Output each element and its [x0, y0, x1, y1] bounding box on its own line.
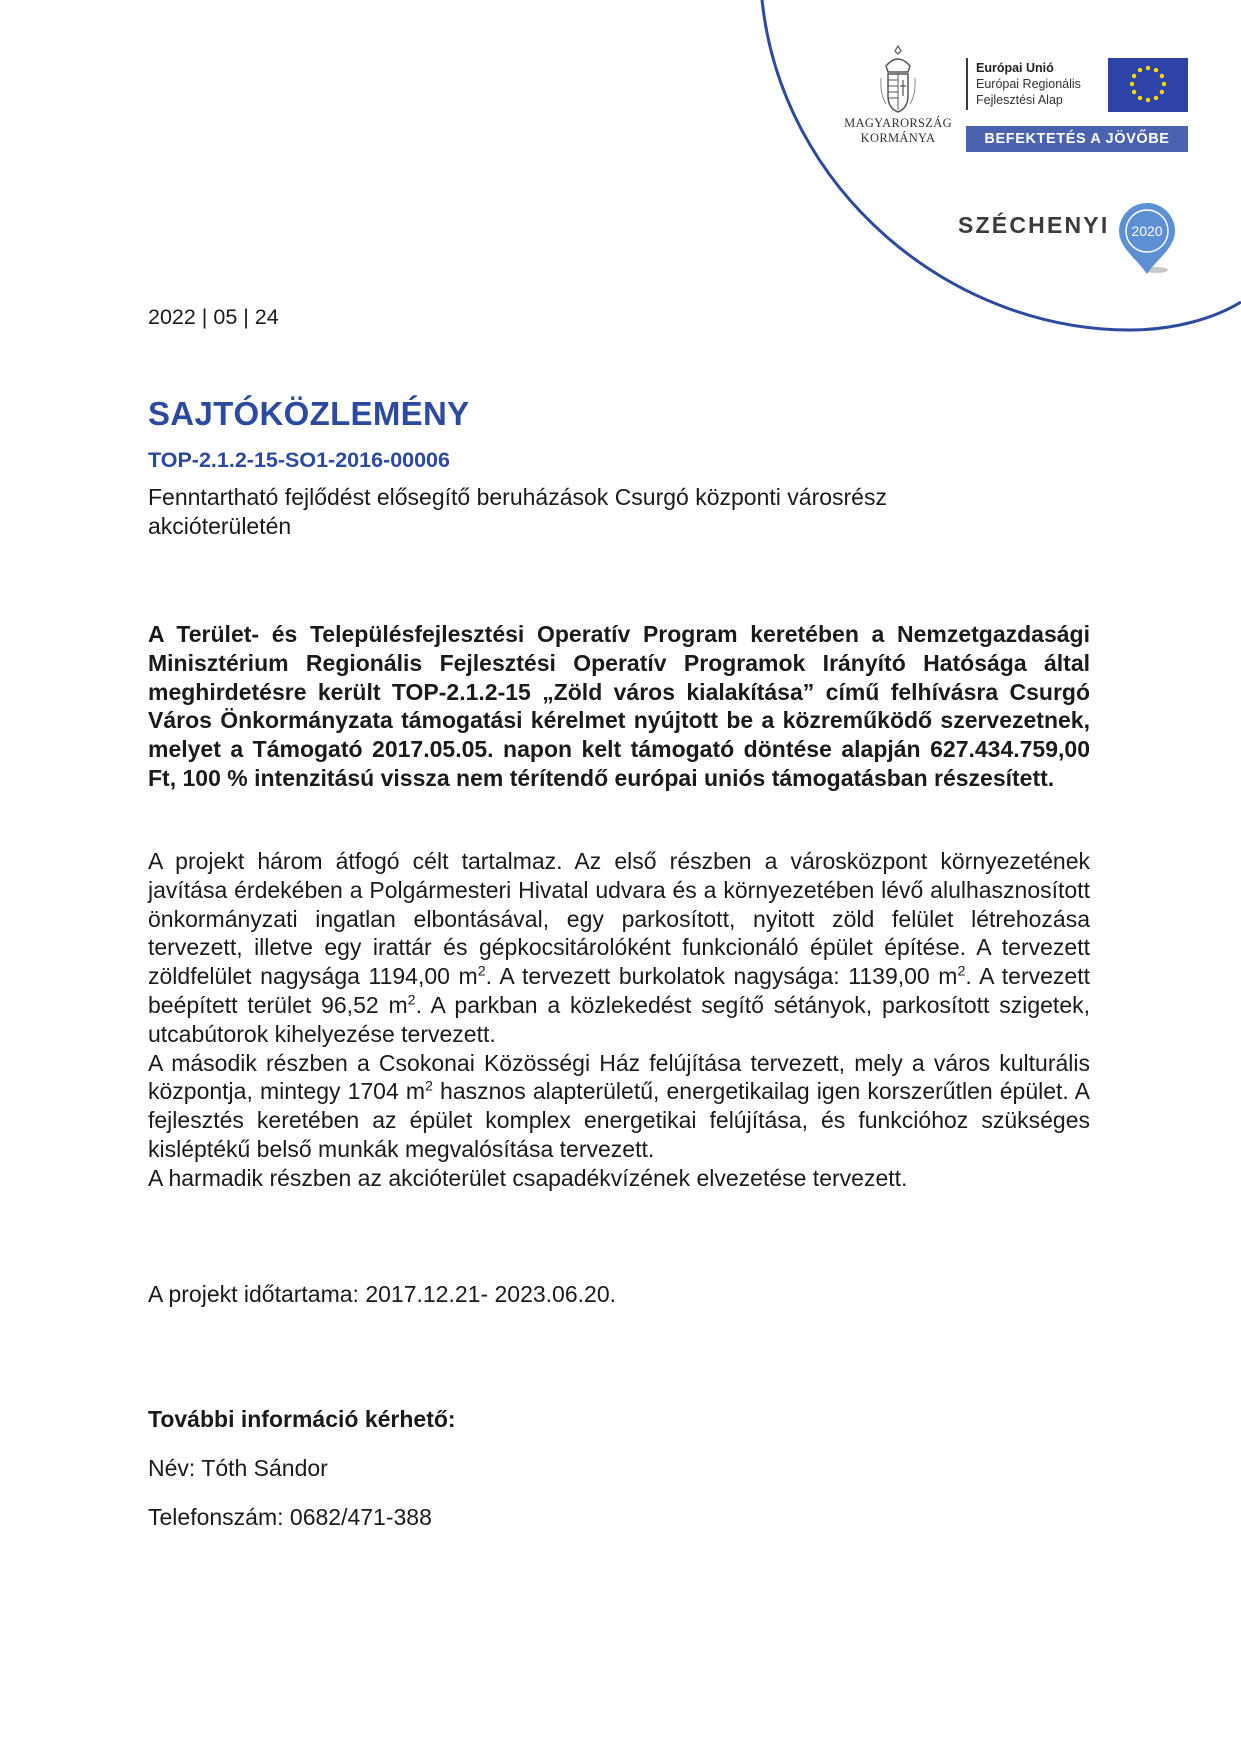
szechenyi-year: 2020	[1131, 223, 1163, 239]
p1-b: . A tervezett burkolatok nagysága: 1139,00 m	[485, 963, 958, 990]
decorative-arc	[0, 0, 1241, 340]
eu-text	[976, 60, 1116, 108]
body-paragraph-1	[148, 847, 1090, 1049]
szechenyi-word: SZÉCHENYI	[958, 212, 1110, 238]
subtitle: Fenntartható fejlődést elősegítő beruházások Csurgó központi városrész akcióterületén	[148, 484, 887, 539]
p1-c: . A tervezett beépített terület 96,52 m	[148, 963, 1090, 1018]
p1-a: A projekt három átfogó célt tartalmaz. Az első részben a városközpont környezetének javítása érdekében a Polgármesteri Hivatal udvara és a környezetében lévő alulhasznosított önkormányzati ingatlan elbontásával, egy parkosított, nyitott zöld felület létrehozása tervezett, illetve egy irattár és gépkocsitárolóként funkcionáló épület építése. A tervezett zöldfelület nagysága 1194,00 m	[148, 848, 1090, 990]
eu-banner: BEFEKTETÉS A JÖVŐBE	[966, 126, 1188, 152]
eu-line3: Fejlesztési Alap	[976, 93, 1063, 107]
superscript: 2	[477, 963, 486, 980]
gov-name-line1: MAGYARORSZÁG	[844, 116, 952, 130]
hungarian-crest-icon	[878, 44, 918, 116]
eu-divider	[966, 58, 968, 110]
p2-b: hasznos alapterületű, energetikailag igen korszerűtlen épület. A fejlesztés keretében az épület komplex energetikai felújítása, és funkcióhoz szükséges kisléptékű belső munkák megvalósítása tervezett.	[148, 1078, 1090, 1162]
p2-a: A második részben a Csokonai Közösségi Ház felújítása tervezett, mely a város kulturális központja, mintegy 1704 m	[148, 1049, 1090, 1105]
eu-flag-icon	[1108, 58, 1188, 112]
eu-line1: Európai Unió	[976, 61, 1054, 75]
project-code: TOP-2.1.2-15-SO1-2016-00006	[148, 448, 450, 472]
date: 2022 | 05 | 24	[148, 305, 279, 329]
p1-d: . A parkban a közlekedést segítő sétányok, parkosított szigetek, utcabútorok kihelyezése tervezett.	[148, 991, 1090, 1047]
project-duration: A projekt időtartama: 2017.12.21- 2023.06.20.	[148, 1281, 616, 1307]
superscript: 2	[425, 1078, 433, 1095]
szechenyi-logo	[958, 200, 1188, 280]
location-pin-icon	[1116, 200, 1178, 276]
body-paragraph-2	[148, 1049, 1090, 1164]
contact-name: Név: Tóth Sándor	[148, 1455, 328, 1481]
gov-name-line2: KORMÁNYA	[860, 131, 936, 145]
info-title: További információ kérhető:	[148, 1406, 456, 1432]
body-paragraph-3: A harmadik részben az akcióterület csapadékvízének elvezetése tervezett.	[148, 1164, 908, 1191]
contact-phone: Telefonszám: 0682/471-388	[148, 1504, 432, 1530]
eu-line2: Európai Regionális	[976, 77, 1081, 91]
government-logo	[838, 44, 958, 146]
superscript: 2	[957, 963, 966, 980]
body-text	[148, 847, 1090, 1193]
superscript: 2	[407, 992, 416, 1009]
lead-paragraph: A Terület- és Településfejlesztési Operatív Program keretében a Nemzetgazdasági Minisztérium Regionális Fejlesztési Operatív Programok Irányító Hatósága által meghirdetésre került TOP-2.1.2-15 „Zöld város kialakítása” című felhívásra Csurgó Város Önkormányzata támogatási kérelmet nyújtott be a közreműködő szervezetnek, melyet a Támogató 2017.05.05. napon kelt támogató döntése alapján 627.434.759,00 Ft, 100 % intenzitású vissza nem térítendő európai uniós támogatásban részesített.	[148, 621, 1090, 791]
page-title: SAJTÓKÖZLEMÉNY	[148, 395, 470, 432]
